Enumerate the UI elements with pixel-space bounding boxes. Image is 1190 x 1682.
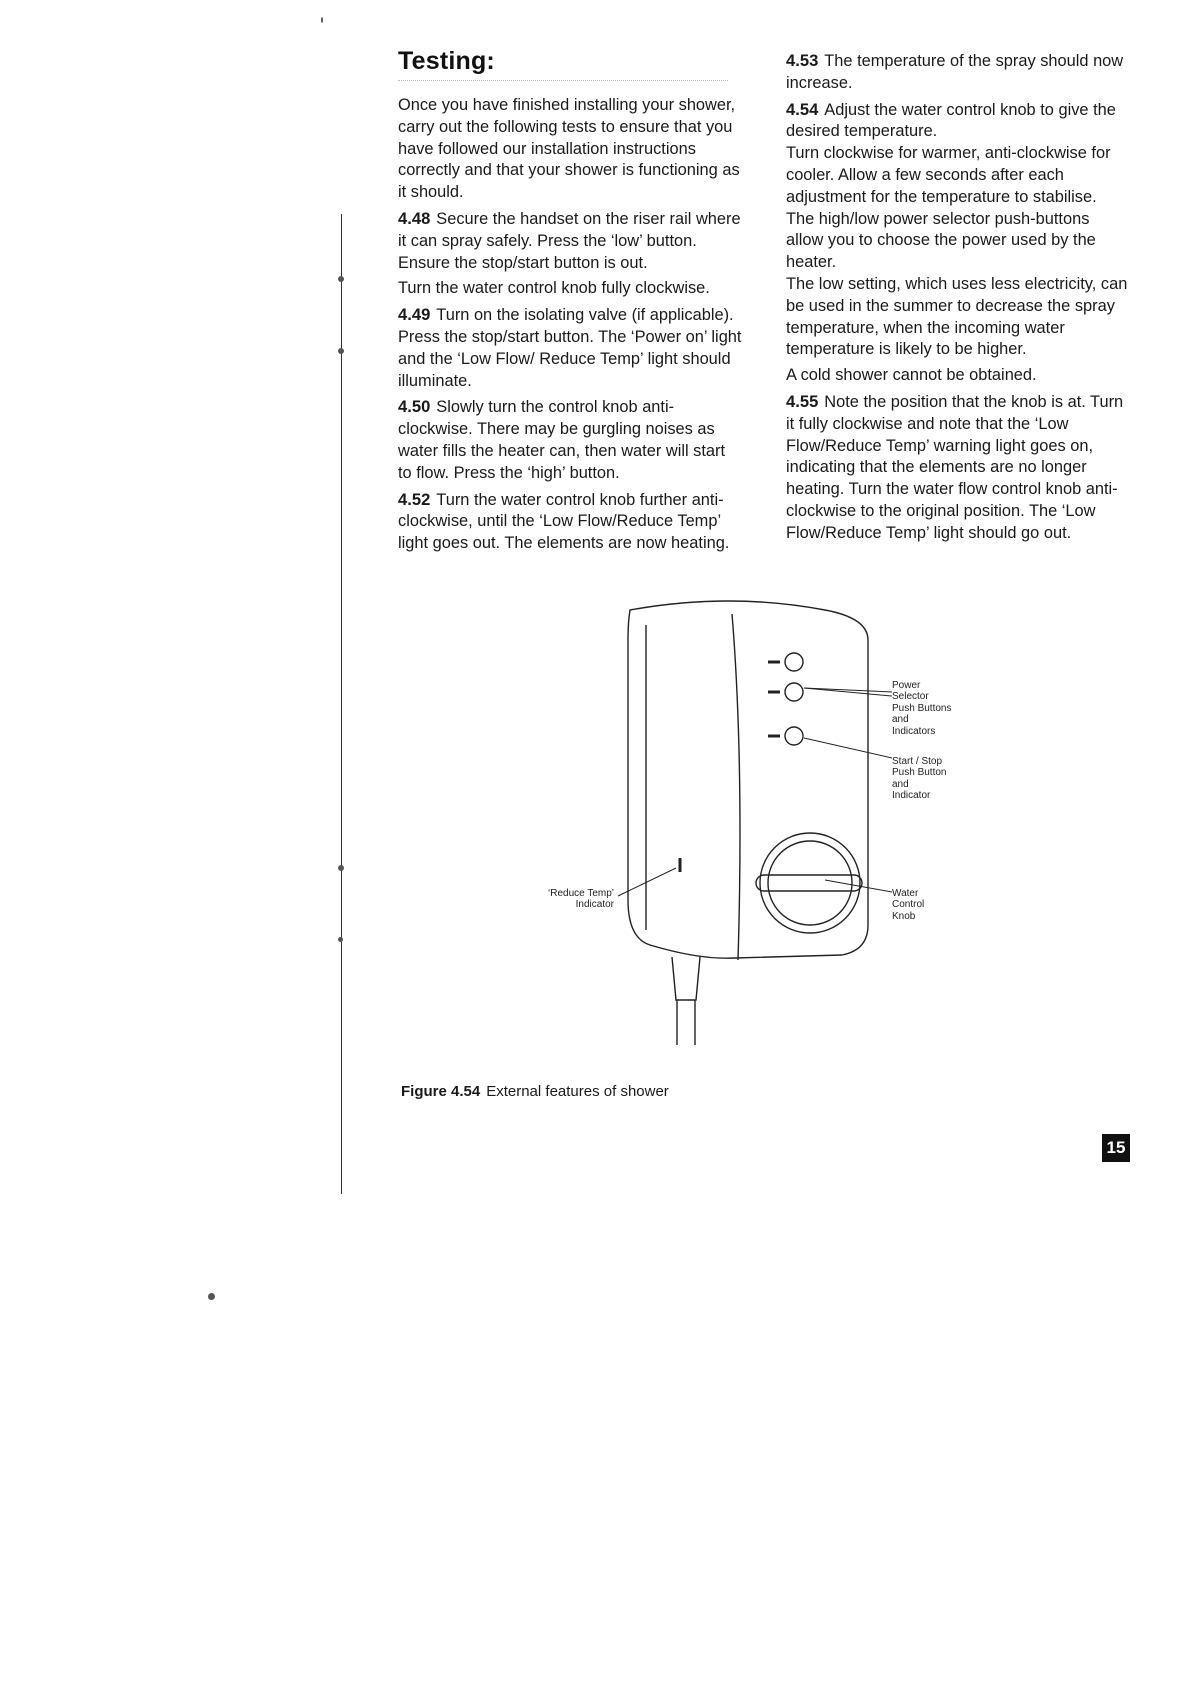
callout-line: Indicators (892, 725, 936, 737)
figure-caption-text: External features of shower (486, 1083, 669, 1100)
step-number: 4.53 (786, 51, 819, 70)
step-4-52 (398, 489, 743, 555)
callout-line: Indicator (575, 899, 614, 911)
power-button-low (785, 683, 803, 701)
step-number: 4.52 (398, 489, 431, 509)
step-4-53 (786, 50, 1131, 95)
callout-line: Control (892, 899, 925, 911)
paragraph-low-setting: The low setting, which uses less electricity, can be used in the summer to decrease the spray temperature, when the incoming water temperature is likely to be higher. (786, 274, 1128, 359)
step-number: 4.55 (786, 391, 819, 411)
callout-line: and (892, 714, 909, 726)
leader-power (804, 688, 892, 692)
step-4-55 (786, 391, 1131, 545)
step-4-50 (398, 396, 743, 484)
margin-binding-line (341, 214, 342, 1194)
figure-caption (401, 1083, 669, 1100)
scan-speck (208, 1293, 215, 1300)
scan-speck (338, 865, 344, 871)
paragraph-turn-clockwise: Turn clockwise for warmer, anti-clockwise for cooler. Allow a few seconds after each adjustment for the temperature to stabilise. (786, 144, 1111, 206)
callout-line: and (892, 778, 909, 790)
callout-line: Knob (892, 910, 916, 922)
scan-speck (338, 937, 343, 942)
left-column (398, 95, 743, 559)
scan-speck (338, 348, 344, 354)
shower-body-outline (628, 601, 868, 958)
callout-line: Power (892, 680, 921, 691)
callout-line: Push Buttons (892, 702, 952, 714)
step-4-54 (786, 99, 1131, 144)
step-text: Slowly turn the control knob anti-clockwise. There may be gurgling noises as water fills the heater can, then water will start to flow. Press the ‘high’ button. (398, 398, 726, 482)
paragraph-power-selector: The high/low power selector push-buttons allow you to choose the power used by the heater. (786, 209, 1096, 272)
callout-line: Selector (892, 691, 929, 703)
leader-reduce (618, 868, 676, 896)
right-column (786, 50, 1131, 549)
callout-line: Start / Stop (892, 756, 943, 767)
callout-line: ‘Reduce Temp’ (548, 888, 614, 899)
power-button-high (785, 653, 803, 671)
shower-diagram (500, 600, 980, 1070)
callout-start-stop (892, 756, 982, 802)
callout-line: Indicator (892, 790, 931, 802)
callout-line: Water (892, 888, 919, 899)
step-4-48-continued: Turn the water control knob fully clockwise. (398, 279, 710, 298)
callout-water-control-knob (892, 888, 982, 922)
section-heading: Testing: (398, 47, 495, 75)
start-stop-button (785, 727, 803, 745)
shower-front-panel (732, 614, 740, 960)
leader-start (804, 738, 892, 758)
callout-line: Push Button (892, 767, 947, 779)
control-knob-outer (760, 833, 860, 933)
callout-reduce-temp (530, 888, 614, 911)
paragraph-cold-shower: A cold shower cannot be obtained. (786, 366, 1037, 385)
step-text: Secure the handset on the riser rail where it can spray safely. Press the ‘low’ button. Ensure the stop/start button is out. (398, 209, 741, 272)
step-text: The temperature of the spray should now increase. (786, 52, 1124, 92)
control-knob-grip (756, 875, 862, 891)
step-4-48 (398, 208, 743, 274)
intro-paragraph: Once you have finished installing your shower, carry out the following tests to ensure that you have followed our installation instructions correctly and that your shower is functioning as it should. (398, 96, 740, 202)
leader-power (804, 688, 892, 696)
step-number: 4.48 (398, 208, 431, 228)
scan-speck (338, 276, 344, 282)
step-text: Turn the water control knob further anti-clockwise, until the ‘Low Flow/Reduce Temp’ light goes out. The elements are now heating. (398, 490, 730, 553)
step-text: Note the position that the knob is at. Turn it fully clockwise and note that the ‘Low Flow/Reduce Temp’ warning light goes on, indicating that the elements are no longer heating. Turn the water flow control knob anti-clockwise to the original position. The ‘Low Flow/Reduce Temp’ light should go out. (786, 392, 1124, 542)
step-number: 4.50 (398, 397, 431, 417)
step-text: Turn on the isolating valve (if applicable). Press the stop/start button. The ‘Power on’ light and the ‘Low Flow/ Reduce Temp’ light should illuminate. (398, 306, 742, 390)
step-number: 4.49 (398, 305, 431, 325)
figure-label: Figure 4.54 (401, 1083, 481, 1100)
step-text: Adjust the water control knob to give the desired temperature. (786, 100, 1116, 141)
callout-power-selector (892, 680, 982, 737)
scan-speck (321, 17, 323, 23)
hose-connector (672, 957, 700, 1000)
page-number: 15 (1102, 1134, 1130, 1162)
heading-rule (398, 80, 728, 81)
step-4-49 (398, 304, 743, 392)
step-number: 4.54 (786, 99, 819, 119)
